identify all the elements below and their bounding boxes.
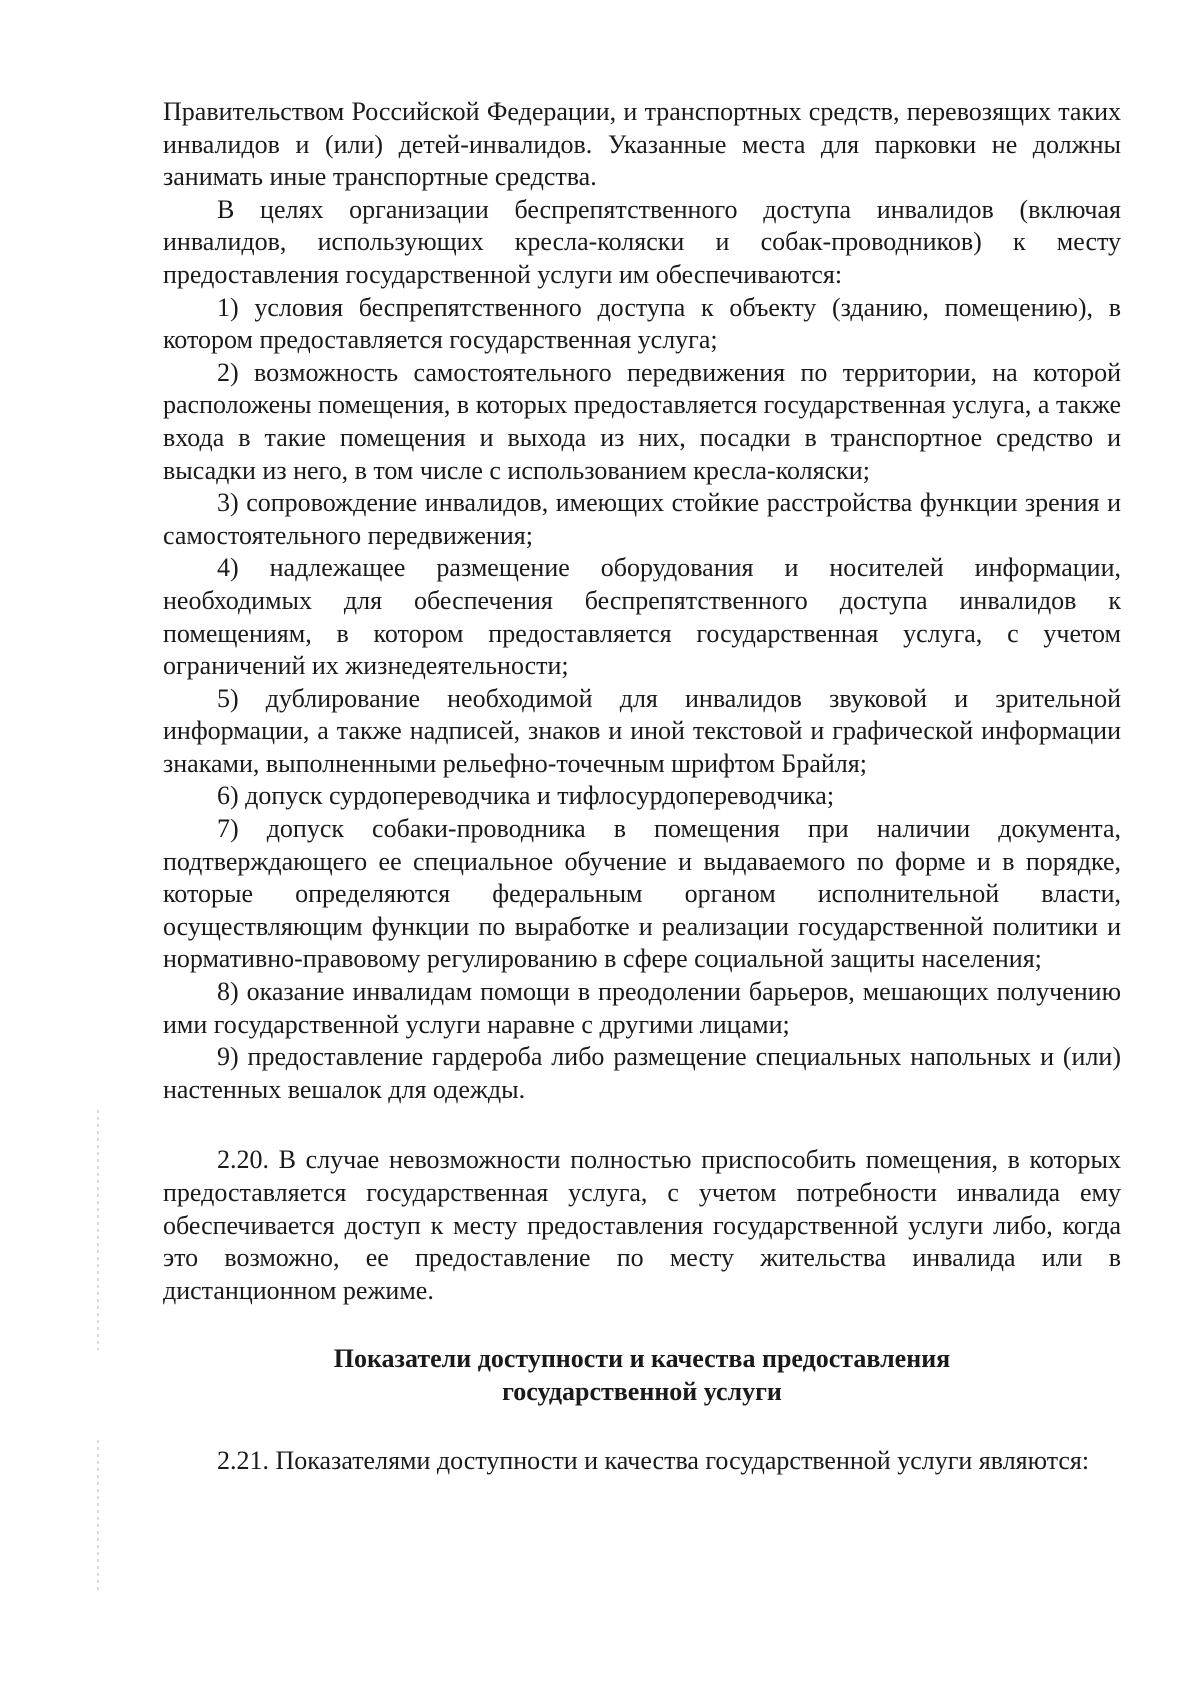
list-item-5: 5) дублирование необходимой для инвалидов звуковой и зрительной информации, а также надписей, знаков и иной текстовой и графической информации знаками, выполненными рельефно-точечным шрифтом Брайля; [163, 683, 1121, 778]
list-item-2: 2) возможность самостоятельного передвижения по территории, на которой расположены помещения, в которых предоставляется государственная услуга, а также входа в такие помещения и выхода из них, посадки в транспортное средство и высадки из него, в том числе с использованием кресла-коляски; [163, 357, 1121, 485]
document-body [163, 96, 1121, 1477]
scan-margin-mark [97, 1440, 99, 1590]
list-item-4: 4) надлежащее размещение оборудования и носителей информации, необходимых для обеспечения беспрепятственного доступа инвалидов к помещениям, в котором предоставляется государственная услуга, с учетом ограничений их жизнедеятельности; [163, 553, 1121, 681]
paragraph-2-20: 2.20. В случае невозможности полностью приспособить помещения, в которых предоставляется государственная услуга, с учетом потребности инвалида ему обеспечивается доступ к месту предоставления государственной услуги либо, когда это возможно, ее предоставление по месту жительства инвалида или в дистанционном режиме. [163, 1145, 1121, 1305]
list-item-6: 6) допуск сурдопереводчика и тифлосурдопереводчика; [217, 781, 835, 811]
section-heading-line-2: государственной услуги [502, 1376, 782, 1406]
list-item-9: 9) предоставление гардероба либо размещение специальных напольных и (или) настенных вешалок для одежды. [163, 1042, 1121, 1104]
list-item-1: 1) условия беспрепятственного доступа к объекту (зданию, помещению), в котором предоставляется государственная услуга; [163, 292, 1121, 355]
list-item-7: 7) допуск собаки-проводника в помещения при наличии документа, подтверждающего ее специальное обучение и выдаваемого по форме и в порядке, которые определяются федеральным органом исполнительной власти, осуществляющим функции по выработке и реализации государственной политики и нормативно-правовому регулированию в сфере социальной защиты населения; [163, 814, 1121, 974]
heading-gap [163, 1409, 1121, 1445]
scan-margin-mark [97, 1110, 99, 1350]
heading-gap [163, 1307, 1121, 1343]
list-item-8: 8) оказание инвалидам помощи в преодолении барьеров, мешающих получению ими государственной услуги наравне с другими лицами; [163, 977, 1121, 1039]
section-heading-line-1: Показатели доступности и качества предоставления [333, 1344, 951, 1374]
paragraph-intro: В целях организации беспрепятственного доступа инвалидов (включая инвалидов, использующих кресла-коляски и собак-проводников) к месту предоставления государственной услуги им обеспечиваются: [163, 194, 1121, 289]
list-item-3: 3) сопровождение инвалидов, имеющих стойкие расстройства функции зрения и самостоятельного передвижения; [163, 488, 1121, 550]
paragraph-continuation: Правительством Российской Федерации, и транспортных средств, перевозящих таких инвалидов и (или) детей-инвалидов. Указанные места для парковки не должны занимать иные транспортные средства. [163, 97, 1121, 192]
section-heading [163, 1343, 1121, 1408]
paragraph-2-21: 2.21. Показателями доступности и качества государственной услуги являются: [217, 1445, 1090, 1475]
paragraph-gap [163, 1106, 1121, 1144]
